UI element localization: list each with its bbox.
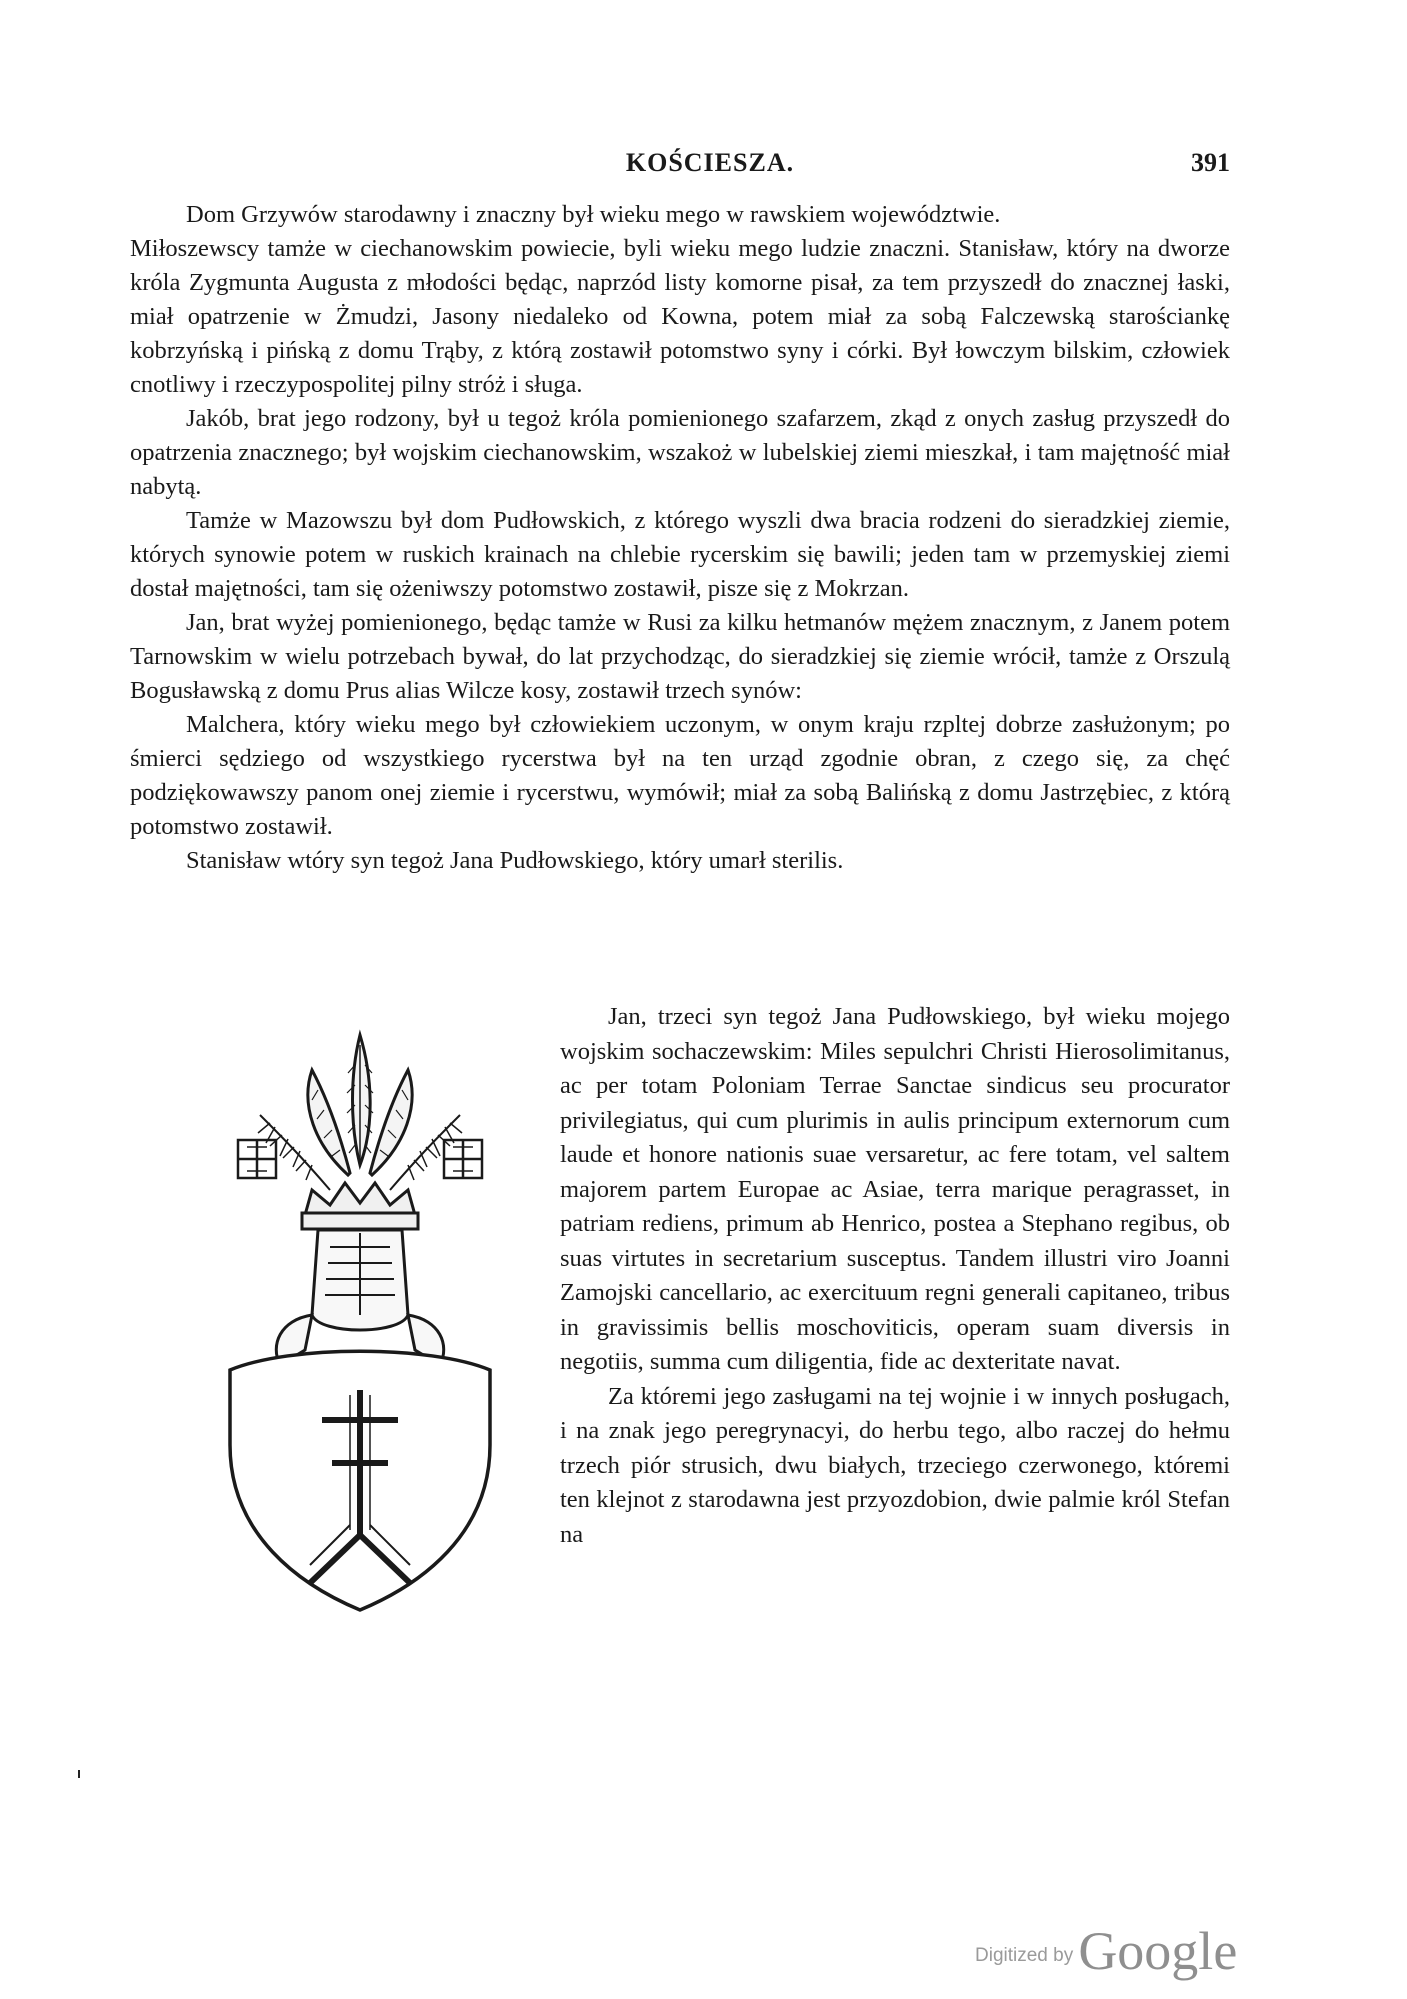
paragraph: Malchera, który wieku mego był człowiekiem uczonym, w onym kraju rzpltej dobrze zasłużonym; po śmierci sędziego od wszystkiego rycerstwa był na ten urząd zgodnie obran, z czego się, za chęć podziękowawszy panom onej ziemie i rycerstwu, wymówił; miał za sobą Balińską z domu Jastrzębiec, z którą potomstwo zostawił. (130, 711, 1230, 840)
paragraph: Jan, trzeci syn tegoż Jana Pudłowskiego, był wieku mojego wojskim sochaczewskim: Miles sepulchri Christi Hierosolimitanus, ac per totam Poloniam Terrae Sanctae sindicus seu procurator privilegiatus, qui cum plurimis in aulis principum externorum cum laude et honore nationis suae versaretur, ac fere totam, vel saltem majorem partem Europae ac Asiae, terra marique peragrasset, in patriam rediens, primum ab Henrico, postea a Stephano regibus, ob suas virtutes in secretarium susceptus. Tandem illustri viro Joanni Zamojski cancellario, ac exercituum regni generali capitaneo, tribus in gravissimis bellis moschoviticis, operam suam diversis in negotiis, summa cum diligentia, fide ac dexteritate navat. (560, 1003, 1230, 1375)
paragraph: Jakób, brat jego rodzony, był u tegoż króla pomienionego szafarzem, zkąd z onych zasług przyszedł do opatrzenia znacznego; był wojskim ciechanowskim, wszakoż w lubelskiej ziemi mieszkał, i tam majętność miał nabytą. (130, 405, 1230, 500)
running-title: KOŚCIESZA. (625, 148, 795, 177)
watermark-prefix: Digitized by (975, 1945, 1074, 1966)
main-text (130, 198, 1230, 878)
page-number: 391 (1191, 148, 1230, 177)
paragraph: Stanisław wtóry syn tegoż Jana Pudłowskiego, który umarł sterilis. (186, 847, 844, 874)
google-logo: Google (1078, 1921, 1238, 1981)
scan-artifact (78, 1770, 80, 1778)
kosciesza-coat-of-arms-icon (200, 1015, 520, 1615)
paragraph: Dom Grzywów starodawny i znaczny był wieku mego w rawskiem województwie. (186, 201, 1001, 228)
paragraph: Za któremi jego zasługami na tej wojnie i w innych posługach, i na znak jego peregrynacyi, do herbu tego, albo raczej do hełmu trzech piór strusich, dwu białych, trzeciego czerwonego, któremi ten klejnot z starodawna jest przyozdobion, dwie palmie król Stefan na (560, 1382, 1230, 1548)
side-text (560, 1000, 1230, 1552)
paragraph: Jan, brat wyżej pomienionego, będąc tamże w Rusi za kilku hetmanów mężem znacznym, z Janem potem Tarnowskim w wielu potrzebach bywał, do lat przychodząc, do sieradzkiej się ziemie wrócił, tamże z Orszulą Bogusławską z domu Prus alias Wilcze kosy, zostawił trzech synów: (130, 609, 1230, 704)
paragraph: Tamże w Mazowszu był dom Pudłowskich, z którego wyszli dwa bracia rodzeni do sieradzkiej ziemie, których synowie potem w ruskich krainach na chlebie rycerskim się bawili; jeden tam w przemyskiej ziemi dostał majętności, tam się ożeniwszy potomstwo zostawił, pisze się z Mokrzan. (130, 507, 1230, 602)
paragraph: Miłoszewscy tamże w ciechanowskim powiecie, byli wieku mego ludzie znaczni. Stanisław, który na dworze króla Zygmunta Augusta z młodości będąc, naprzód listy komorne pisał, za tem przyszedł do znacznej łaski, miał opatrzenie w Żmudzi, Jasony niedaleko od Kowna, potem miał za sobą Falczewską starościankę kobrzyńską i pińską z domu Trąby, z którą zostawił potomstwo syny i córki. Był łowczym bilskim, człowiek cnotliwy i rzeczypospolitej pilny stróż i sługa. (130, 235, 1230, 398)
page-header (190, 148, 1230, 184)
digitized-by-google-watermark (975, 1920, 1237, 1982)
